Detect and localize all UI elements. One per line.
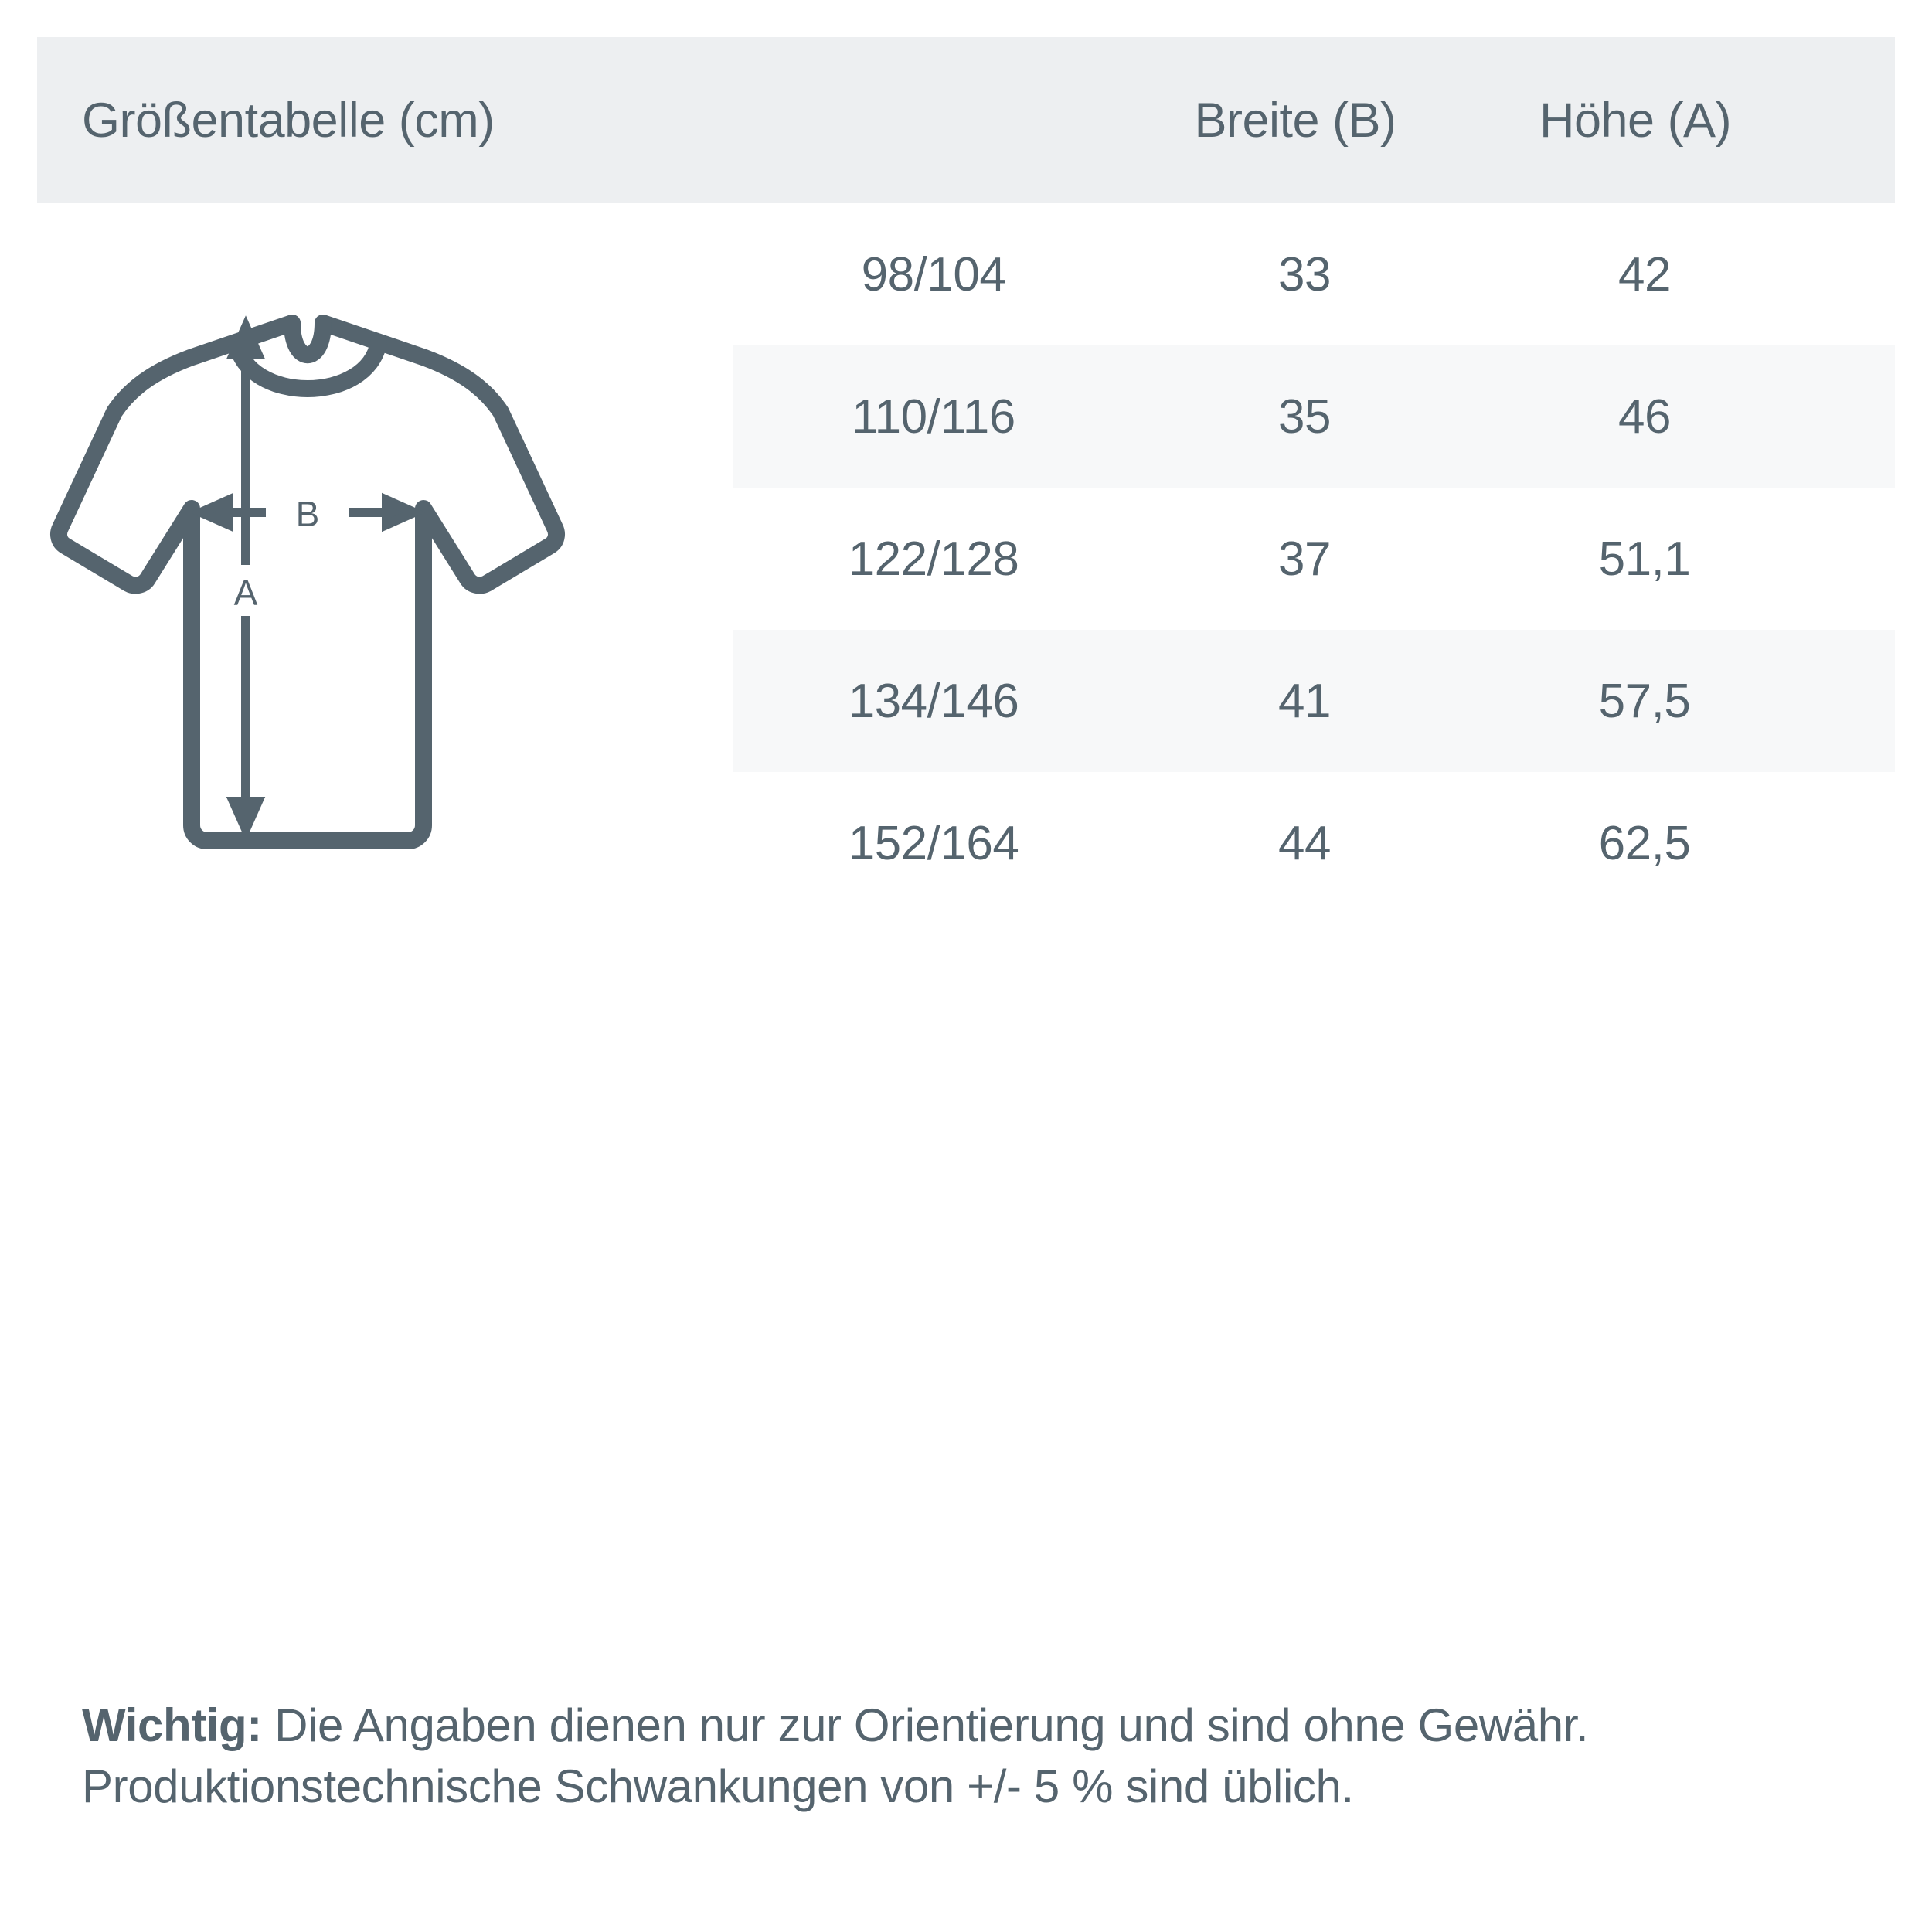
cell-size: 110/116 bbox=[852, 389, 1015, 444]
cell-height: 46 bbox=[1618, 389, 1671, 444]
cell-size: 152/164 bbox=[848, 816, 1019, 870]
cell-width: 37 bbox=[1278, 532, 1331, 586]
tshirt-diagram bbox=[37, 203, 733, 914]
figure-label-width: B bbox=[295, 494, 320, 534]
tshirt-icon bbox=[37, 203, 733, 914]
cell-width: 44 bbox=[1278, 816, 1331, 870]
cell-size: 98/104 bbox=[861, 247, 1006, 301]
table-row bbox=[733, 772, 1895, 914]
cell-width: 35 bbox=[1278, 389, 1331, 444]
disclaimer-label: Wichtig: bbox=[82, 1699, 262, 1751]
page-title: Größentabelle (cm) bbox=[82, 93, 495, 148]
cell-height: 62,5 bbox=[1598, 816, 1691, 870]
column-header-height: Höhe (A) bbox=[1539, 93, 1732, 148]
cell-width: 33 bbox=[1278, 247, 1331, 301]
disclaimer-note bbox=[37, 1695, 1895, 1817]
table-header-row bbox=[37, 37, 1895, 203]
disclaimer-text: Die Angaben dienen nur zur Orientierung und sind ohne Gewähr. Produktionstechnische Schwankungen von +/- 5 % sind üblich. bbox=[82, 1699, 1589, 1813]
size-table bbox=[733, 203, 1895, 914]
figure-label-height: A bbox=[233, 573, 258, 613]
cell-height: 51,1 bbox=[1598, 532, 1691, 586]
cell-size: 134/146 bbox=[848, 674, 1019, 728]
table-row bbox=[733, 488, 1895, 630]
cell-height: 42 bbox=[1618, 247, 1671, 301]
table-row bbox=[733, 203, 1895, 345]
cell-height: 57,5 bbox=[1598, 674, 1691, 728]
table-row bbox=[733, 630, 1895, 772]
column-header-width: Breite (B) bbox=[1194, 93, 1396, 148]
chart-body bbox=[37, 203, 1895, 914]
table-row bbox=[733, 345, 1895, 488]
cell-size: 122/128 bbox=[848, 532, 1019, 586]
cell-width: 41 bbox=[1278, 674, 1331, 728]
